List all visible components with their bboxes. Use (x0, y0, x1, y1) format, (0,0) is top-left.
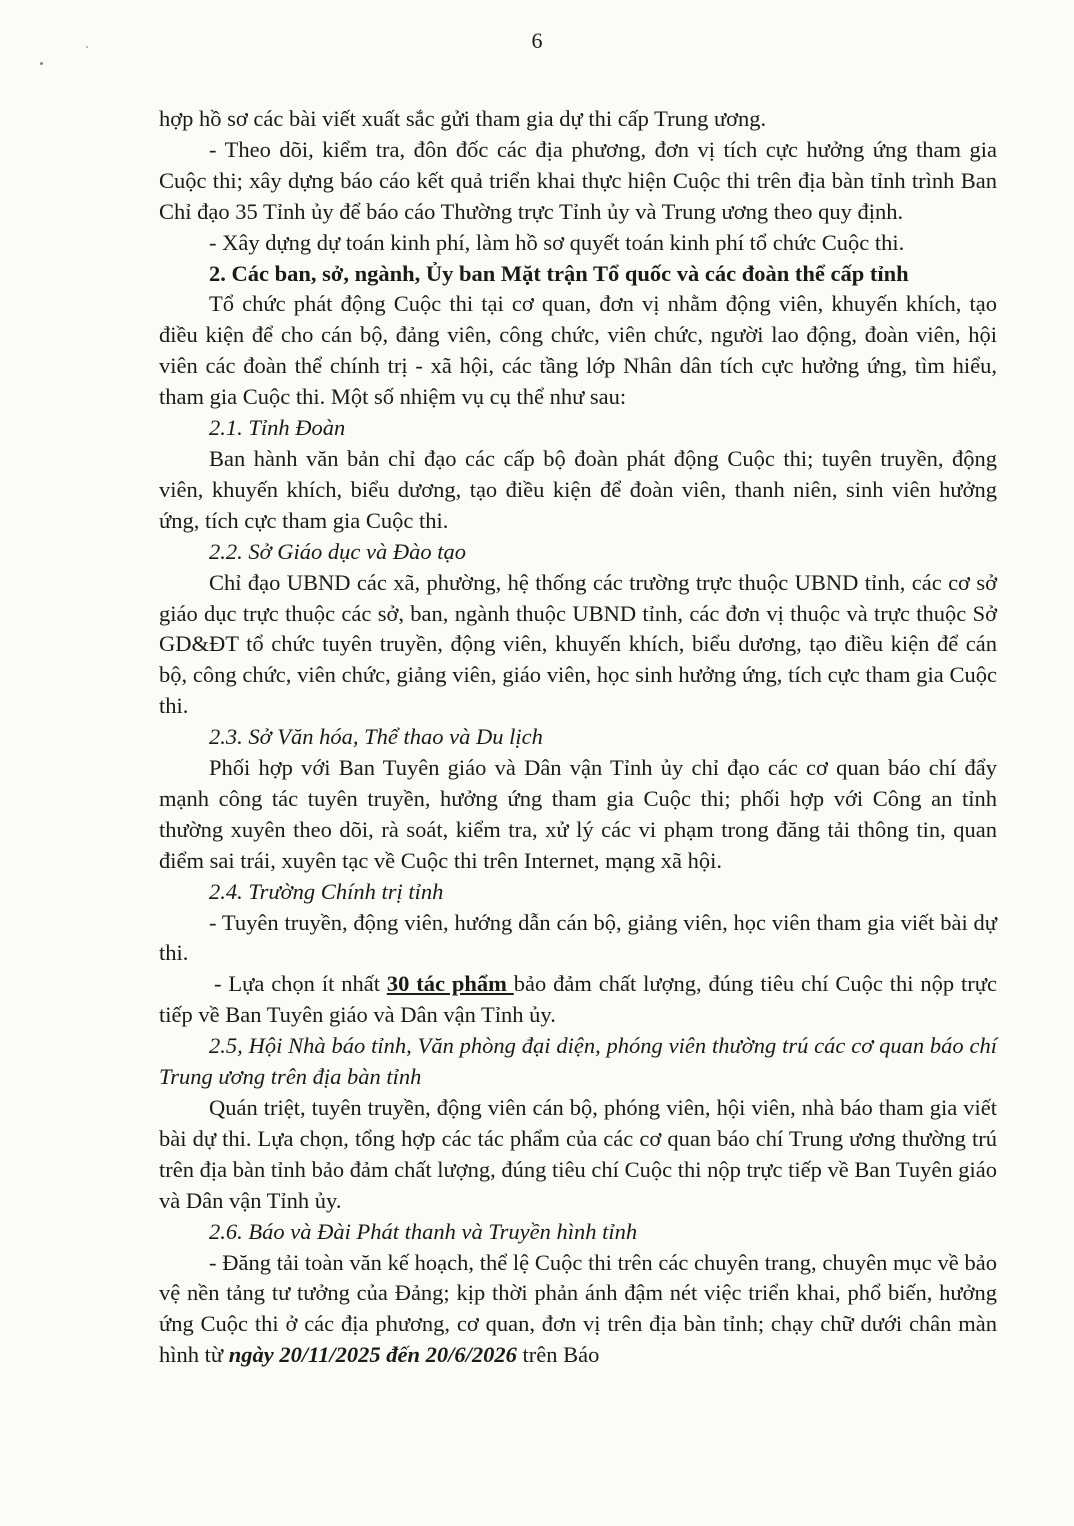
text-run: - Đăng tải toàn văn kế hoạch, thể lệ Cuộc thi trên các chuyên trang, chuyên mục về bảo vệ nền tảng tư tưởng của Đảng; kịp thời phản ánh đậm nét việc triển khai, phổ biến, hưởng ứng Cuộc thi ở các địa phương, cơ quan, đơn vị trên địa bàn tỉnh; chạy chữ dưới chân màn hình từ (159, 1249, 997, 1368)
subsection-heading: 2.4. Trường Chính trị tỉnh (209, 878, 444, 904)
subsection-heading: 2.3. Sở Văn hóa, Thể thao và Du lịch (209, 724, 543, 750)
paragraph: Tổ chức phát động Cuộc thi tại cơ quan, đơn vị nhằm động viên, khuyến khích, tạo điều kiện để cho cán bộ, đảng viên, công chức, viên chức, người lao động, đoàn viên, hội viên các đoàn thể chính trị - xã hội, các tầng lớp Nhân dân tích cực hưởng ứng, tìm hiểu, tham gia Cuộc thi. Một số nhiệm vụ cụ thể như sau: (159, 291, 997, 410)
subsection-heading: 2.6. Báo và Đài Phát thanh và Truyền hình tỉnh (209, 1218, 638, 1244)
text-run: trên Báo (516, 1342, 600, 1368)
paragraph: - Theo dõi, kiểm tra, đôn đốc các địa phương, đơn vị tích cực hưởng ứng tham gia Cuộc thi; xây dựng báo cáo kết quả triển khai thực hiện Cuộc thi trên địa bàn tỉnh trình Ban Chỉ đạo 35 Tỉnh ủy để báo cáo Thường trực Tỉnh ủy và Trung ương theo quy định. (159, 136, 997, 224)
paragraph: Ban hành văn bản chỉ đạo các cấp bộ đoàn phát động Cuộc thi; tuyên truyền, động viên, khuyến khích, biểu dương, tạo điều kiện để đoàn viên, thanh niên, sinh viên hưởng ứng, tích cực tham gia Cuộc thi. (159, 445, 997, 533)
emphasis-text: 30 tác phẩm (386, 971, 514, 997)
text-run: - Lựa chọn ít nhất (214, 971, 387, 997)
scan-speck (40, 62, 43, 65)
paragraph: Quán triệt, tuyên truyền, động viên cán bộ, phóng viên, hội viên, nhà báo tham gia viết bài dự thi. Lựa chọn, tổng hợp các tác phẩm của các cơ quan báo chí Trung ương thường trú trên địa bàn tỉnh bảo đảm chất lượng, đúng tiêu chí Cuộc thi nộp trực tiếp về Ban Tuyên giáo và Dân vận Tỉnh ủy. (159, 1095, 997, 1213)
paragraph: Phối hợp với Ban Tuyên giáo và Dân vận Tỉnh ủy chỉ đạo các cơ quan báo chí đẩy mạnh công tác tuyên truyền, hưởng ứng tham gia Cuộc thi; phối hợp với Công an tỉnh thường xuyên theo dõi, rà soát, kiểm tra, xử lý các vi phạm trong đăng tải thông tin, quan điểm sai trái, xuyên tạc về Cuộc thi trên Internet, mạng xã hội. (159, 755, 997, 873)
paragraph (159, 1248, 997, 1372)
subsection-heading: 2.2. Sở Giáo dục và Đào tạo (209, 538, 466, 564)
subsection-heading: 2.1. Tỉnh Đoàn (209, 415, 346, 441)
paragraph: Chỉ đạo UBND các xã, phường, hệ thống các trường trực thuộc UBND tỉnh, các cơ sở giáo dục trực thuộc các sở, ban, ngành thuộc UBND tỉnh, các đơn vị thuộc và trực thuộc Sở GD&ĐT tổ chức tuyên truyền, động viên, khuyến khích, biểu dương, tạo điều kiện để cán bộ, công chức, viên chức, giảng viên, giáo viên, học sinh hưởng ứng, tích cực tham gia Cuộc thi. (159, 569, 997, 719)
paragraph: - Xây dựng dự toán kinh phí, làm hồ sơ quyết toán kinh phí tổ chức Cuộc thi. (209, 229, 905, 255)
paragraph (159, 969, 997, 1031)
section-heading: 2. Các ban, sở, ngành, Ủy ban Mặt trận Tổ quốc và các đoàn thể cấp tỉnh (209, 260, 909, 286)
emphasis-text: ngày 20/11/2025 đến 20/6/2026 (228, 1342, 517, 1368)
text-run: bảo đảm chất lượng, đúng tiêu chí Cuộc thi nộp trực tiếp về Ban Tuyên giáo và Dân vận Tỉnh ủy. (159, 971, 997, 1028)
page-number: 6 (531, 28, 543, 53)
document-body (159, 104, 997, 1371)
subsection-heading: 2.5, Hội Nhà báo tỉnh, Văn phòng đại diện, phóng viên thường trú các cơ quan báo chí Trung ương trên địa bàn tỉnh (159, 1033, 997, 1090)
paragraph: hợp hồ sơ các bài viết xuất sắc gửi tham gia dự thi cấp Trung ương. (159, 106, 767, 131)
paragraph: - Tuyên truyền, động viên, hướng dẫn cán bộ, giảng viên, học viên tham gia viết bài dự thi. (159, 909, 997, 966)
